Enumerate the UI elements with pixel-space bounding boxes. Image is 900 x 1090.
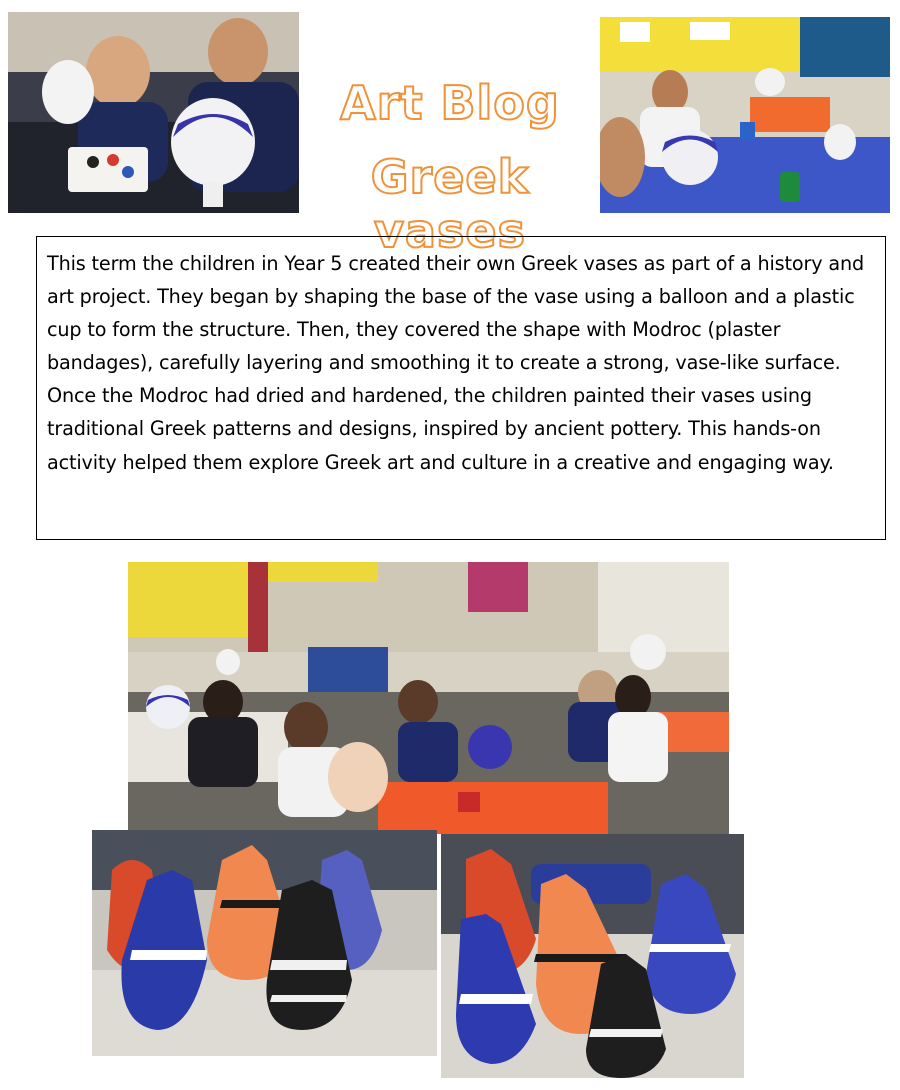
photo-classroom-overview <box>128 562 729 834</box>
photo-children-painting-vases <box>8 12 299 213</box>
photo-classroom-vase-painting <box>600 17 890 213</box>
blog-body-text: This term the children in Year 5 created their own Greek vases as part of a history and art project. They began by shaping the base of the vase using a balloon and a plastic cup to form the structure. Then, they covered the shape with Modroc (plaster bandages), carefully layering and smoothing it to create a strong, vase-like surface. Once the Modroc had dried and hardened, the children painted their vases using traditional Greek patterns and designs, inspired by ancient pottery. This hands-on activity helped them explore Greek art and culture in a creative and engaging way. <box>47 252 865 474</box>
title-line-greek-vases: Greek vases <box>370 150 530 258</box>
photo-finished-vases-left <box>92 830 437 1056</box>
photo-finished-vases-right <box>441 834 744 1078</box>
page-title <box>300 70 600 258</box>
blog-text-box <box>36 236 886 540</box>
title-line-art-blog: Art Blog <box>340 76 560 130</box>
